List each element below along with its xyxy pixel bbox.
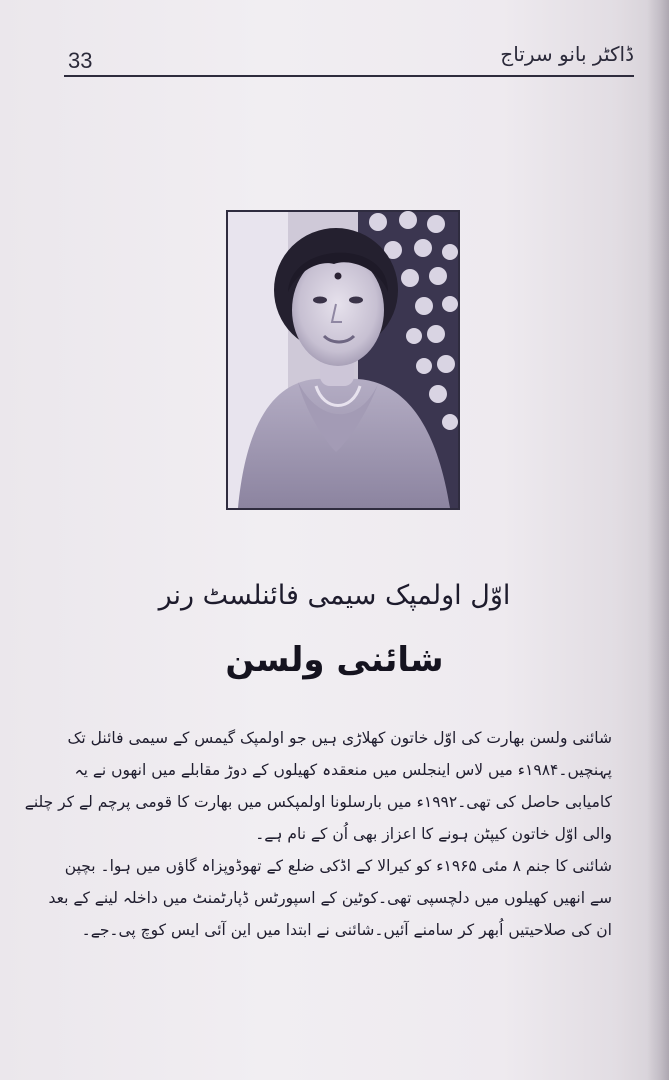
running-head-author: ڈاکٹر بانو سرتاج <box>500 42 634 66</box>
body-line: شائنی ولسن بھارت کی اوّل خاتون کھلاڑی ہیں جو اولمپک گیمس کے سیمی فائنل تک <box>67 729 612 747</box>
body-line: ان کی صلاحیتیں اُبھر کر سامنے آئیں۔شائنی نے ابتدا میں این آئی ایس کوچ پی۔جے۔ <box>81 921 612 939</box>
subject-face <box>292 254 384 366</box>
body-line: کامیابی حاصل کی تھی۔۱۹۹۲ء میں بارسلونا اولمپکس میں بھارت کا قومی پرچم لے کر چلنے <box>24 793 612 811</box>
article-body <box>24 722 612 946</box>
page-header <box>64 42 634 82</box>
body-line: شائنی کا جنم ۸ مئی ۱۹۶۵ء کو کیرالا کے اڈکی ضلع کے تھوڈوپزاہ گاؤں میں ہوا۔ بچپن <box>64 857 612 875</box>
body-line: سے انھیں کھیلوں میں دلچسپی تھی۔کوٹین کے اسپورٹس ڈپارٹمنٹ میں داخلہ لینے کے بعد <box>48 889 612 907</box>
portrait-illustration <box>228 212 458 508</box>
portrait-photo <box>226 210 460 510</box>
header-rule <box>64 75 634 77</box>
body-line: والی اوّل خاتون کیپٹن ہونے کا اعزاز بھی اُن کے نام ہے۔ <box>255 825 612 843</box>
bindi <box>335 273 342 280</box>
article-subtitle: اوّل اولمپک سیمی فائنلسٹ رنر <box>158 580 511 611</box>
page-edge-shadow <box>647 0 669 1080</box>
article-title: شائنی ولسن <box>225 640 444 680</box>
page-number: 33 <box>68 48 93 73</box>
body-line: پہنچیں۔۱۹۸۴ء میں لاس اینجلس میں منعقدہ کھیلوں کے دوڑ مقابلے میں انھوں نے یہ <box>74 761 612 779</box>
